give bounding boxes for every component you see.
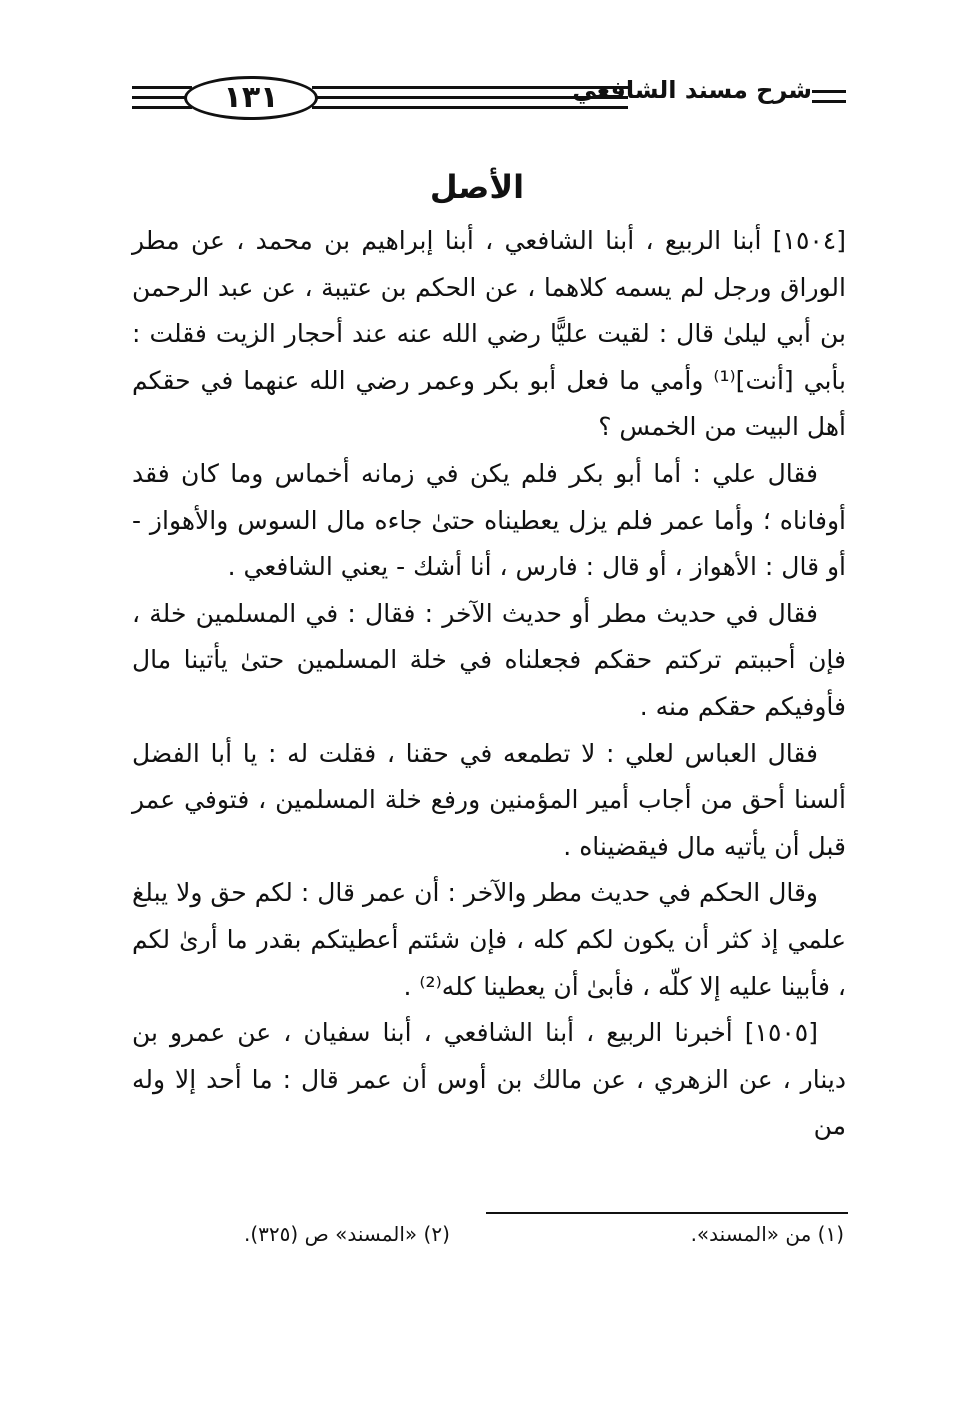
main-text [132, 218, 846, 1150]
header-rule-right-2 [812, 100, 846, 103]
section-title: الأصل [429, 168, 525, 206]
paragraph: فقال علي : أما أبو بكر فلم يكن في زمانه أخماس وما كان فقد أوفاناه ؛ وأما عمر فلم يزل يعطيناه حتىٰ جاءه مال السوس والأهواز - أو قال : الأهواز ، أو قال : فارس ، أنا أشك - يعني الشافعي . [132, 458, 846, 582]
paragraph: [١٥٠٤] أبنا الربيع ، أبنا الشافعي ، أبنا إبراهيم بن محمد ، عن مطر الوراق ورجل لم يسمه كلاهما ، عن الحكم بن عتيبة ، عن عبد الرحمن بن أبي ليلىٰ قال : لقيت عليًّا رضي الله عنه عند أحجار الزيت فقلت : بأبي [أنت]⁽¹⁾ وأمي ما فعل أبو بكر وعمر رضي الله عنهما في حقكم أهل البيت من الخمس ؟ [132, 226, 846, 442]
footnotes [132, 1222, 844, 1246]
header-rule-left-1 [132, 86, 192, 89]
book-title: شرح مسند الشافعي [572, 76, 812, 104]
header-rule-right-1 [812, 90, 846, 93]
footnote-divider [486, 1212, 848, 1214]
page-number: ١٣١ [184, 76, 318, 120]
paragraph: وقال الحكم في حديث مطر والآخر : أن عمر قال : لكم حق ولا يبلغ علمي إذ كثر أن يكون لكم كله ، فإن شئتم أعطيتكم بقدر ما أرىٰ لكم ، فأبينا عليه إلا كلّه ، فأبىٰ أن يعطينا كله⁽²⁾ . [132, 878, 846, 1001]
footnote-2: (٢) «المسند» ص (٣٢٥). [244, 1222, 450, 1246]
footnote-1: (١) من «المسند». [690, 1222, 844, 1246]
paragraph: فقال في حديث مطر أو حديث الآخر : فقال : في المسلمين خلة ، فإن أحببتم تركتم حقكم فجعلناه في خلة المسلمين حتىٰ يأتينا مال فأوفيكم حقكم منه . [132, 598, 846, 721]
running-header [132, 66, 846, 124]
header-rule-middle-3 [312, 106, 628, 109]
paragraph: فقال العباس لعلي : لا تطمعه في حقنا ، فقلت له : يا أبا الفضل ألسنا أحق من أجاب أمير المؤمنين ورفع خلة المسلمين ، فتوفي عمر قبل أن يأتيه مال فيقضيناه . [132, 738, 846, 861]
paragraph: [١٥٠٥] أخبرنا الربيع ، أبنا الشافعي ، أبنا سفيان ، عن عمرو بن دينار ، عن الزهري ، عن مالك بن أوس أن عمر قال : ما أحد إلا وله من [132, 1018, 846, 1141]
header-rule-left-3 [132, 106, 192, 109]
header-rule-left-2 [132, 96, 192, 99]
